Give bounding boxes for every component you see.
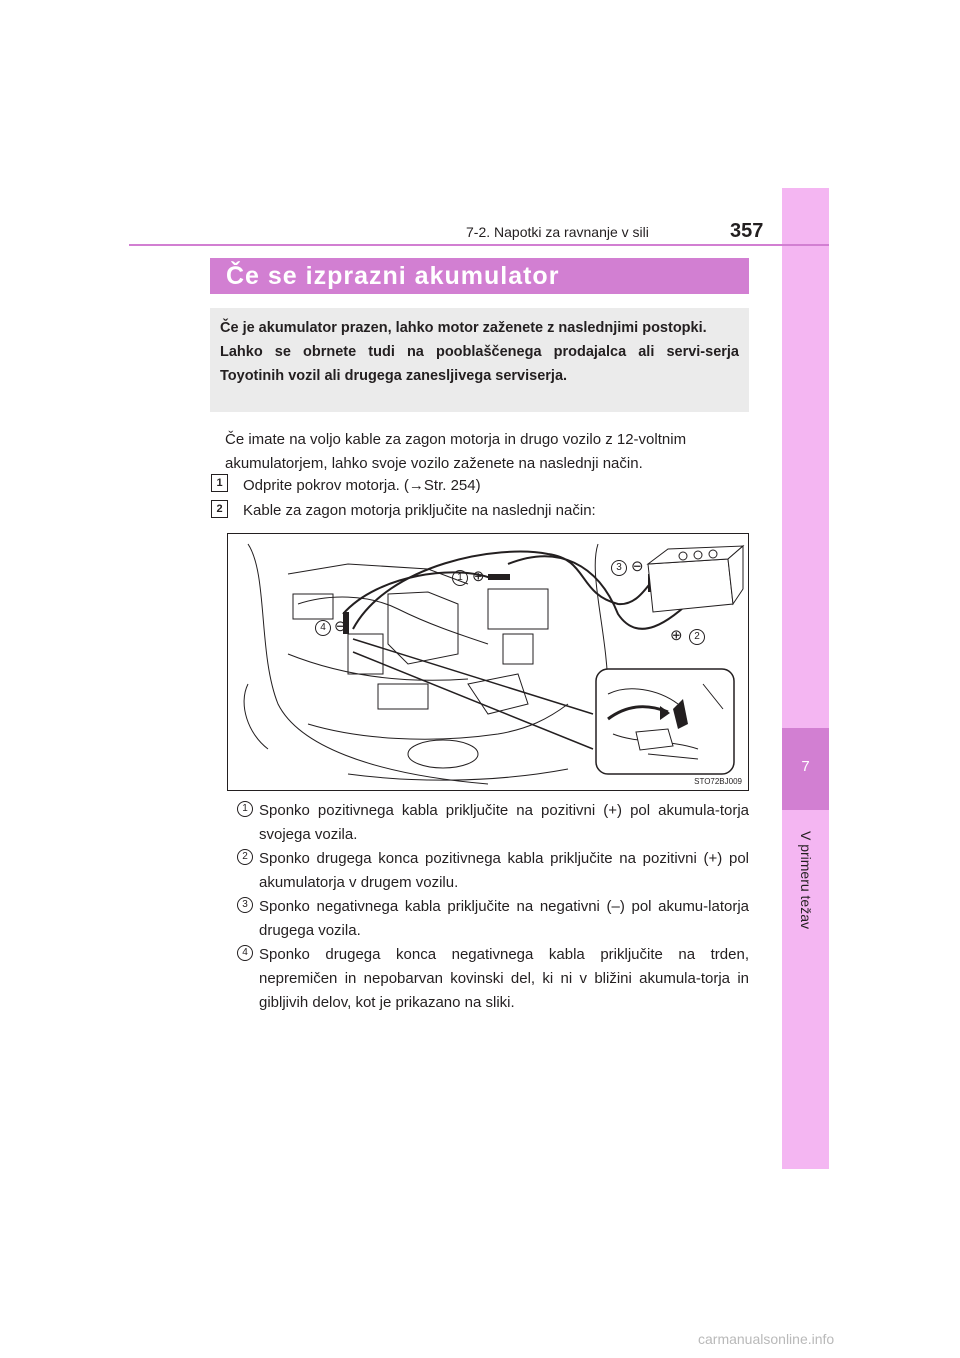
summary-box (210, 308, 749, 412)
plus-symbol-1: ⊕ (472, 568, 485, 585)
figure-code: STO72BJ009 (694, 777, 742, 786)
callout-4: 4 (315, 620, 331, 636)
chapter-number: 7 (801, 758, 810, 775)
substep-number-4: 4 (237, 945, 253, 961)
chapter-side-tab (782, 188, 829, 1169)
jump-start-illustration (227, 533, 749, 791)
page-number: 357 (730, 220, 764, 242)
step-text-2: Kable za zagon motorja priključite na naslednji način: (243, 502, 596, 519)
callout-3: 3 (611, 560, 627, 576)
substep-number-2: 2 (237, 849, 253, 865)
chapter-label: V primeru težav (798, 830, 814, 930)
summary-line-2: Lahko se obrnete tudi na pooblaščenega prodajalca ali servi-serja Toyotinih vozil ali drugega zanesljivega serviserja. (220, 344, 739, 384)
intro-paragraph: Če imate na voljo kable za zagon motorja in drugo vozilo z 12-voltnim akumulatorjem, lahko svoje vozilo zaženete na naslednji način. (225, 431, 687, 472)
substep-number-1: 1 (237, 801, 253, 817)
header-rule (129, 244, 829, 246)
callout-2: 2 (689, 629, 705, 645)
callout-1: 1 (452, 570, 468, 586)
engine-bay-drawing (228, 534, 750, 792)
plus-symbol-2: ⊕ (670, 627, 683, 644)
substep-text-4: Sponko drugega konca negativnega kabla priključite na trden, nepremičen in nepobarvan kovinski del, ki ni v bližini akumula-torja in gibljivih delov, kot je prikazano na sliki. (259, 946, 749, 1011)
step-text-1: Odprite pokrov motorja. (→Str. 254) (243, 477, 481, 494)
watermark: carmanualsonline.info (698, 1331, 835, 1347)
step-badge-2: 2 (211, 500, 228, 518)
substep-number-3: 3 (237, 897, 253, 913)
step-badge-1: 1 (211, 474, 228, 492)
substep-text-1: Sponko pozitivnega kabla priključite na pozitivni (+) pol akumula-torja svojega vozila. (259, 802, 749, 843)
substep-text-2: Sponko drugega konca pozitivnega kabla priključite na pozitivni (+) pol akumulatorja v drugem vozilu. (259, 850, 749, 891)
minus-symbol-4: ⊖ (334, 618, 347, 635)
summary-line-1: Če je akumulator prazen, lahko motor zaženete z naslednjimi postopki. (220, 320, 707, 336)
page-title: Če se izprazni akumulator (210, 258, 749, 294)
section-title: 7-2. Napotki za ravnanje v sili (466, 224, 649, 240)
minus-symbol-3: ⊖ (631, 558, 644, 575)
substep-text-3: Sponko negativnega kabla priključite na negativni (–) pol akumu-latorja drugega vozila. (259, 898, 749, 939)
